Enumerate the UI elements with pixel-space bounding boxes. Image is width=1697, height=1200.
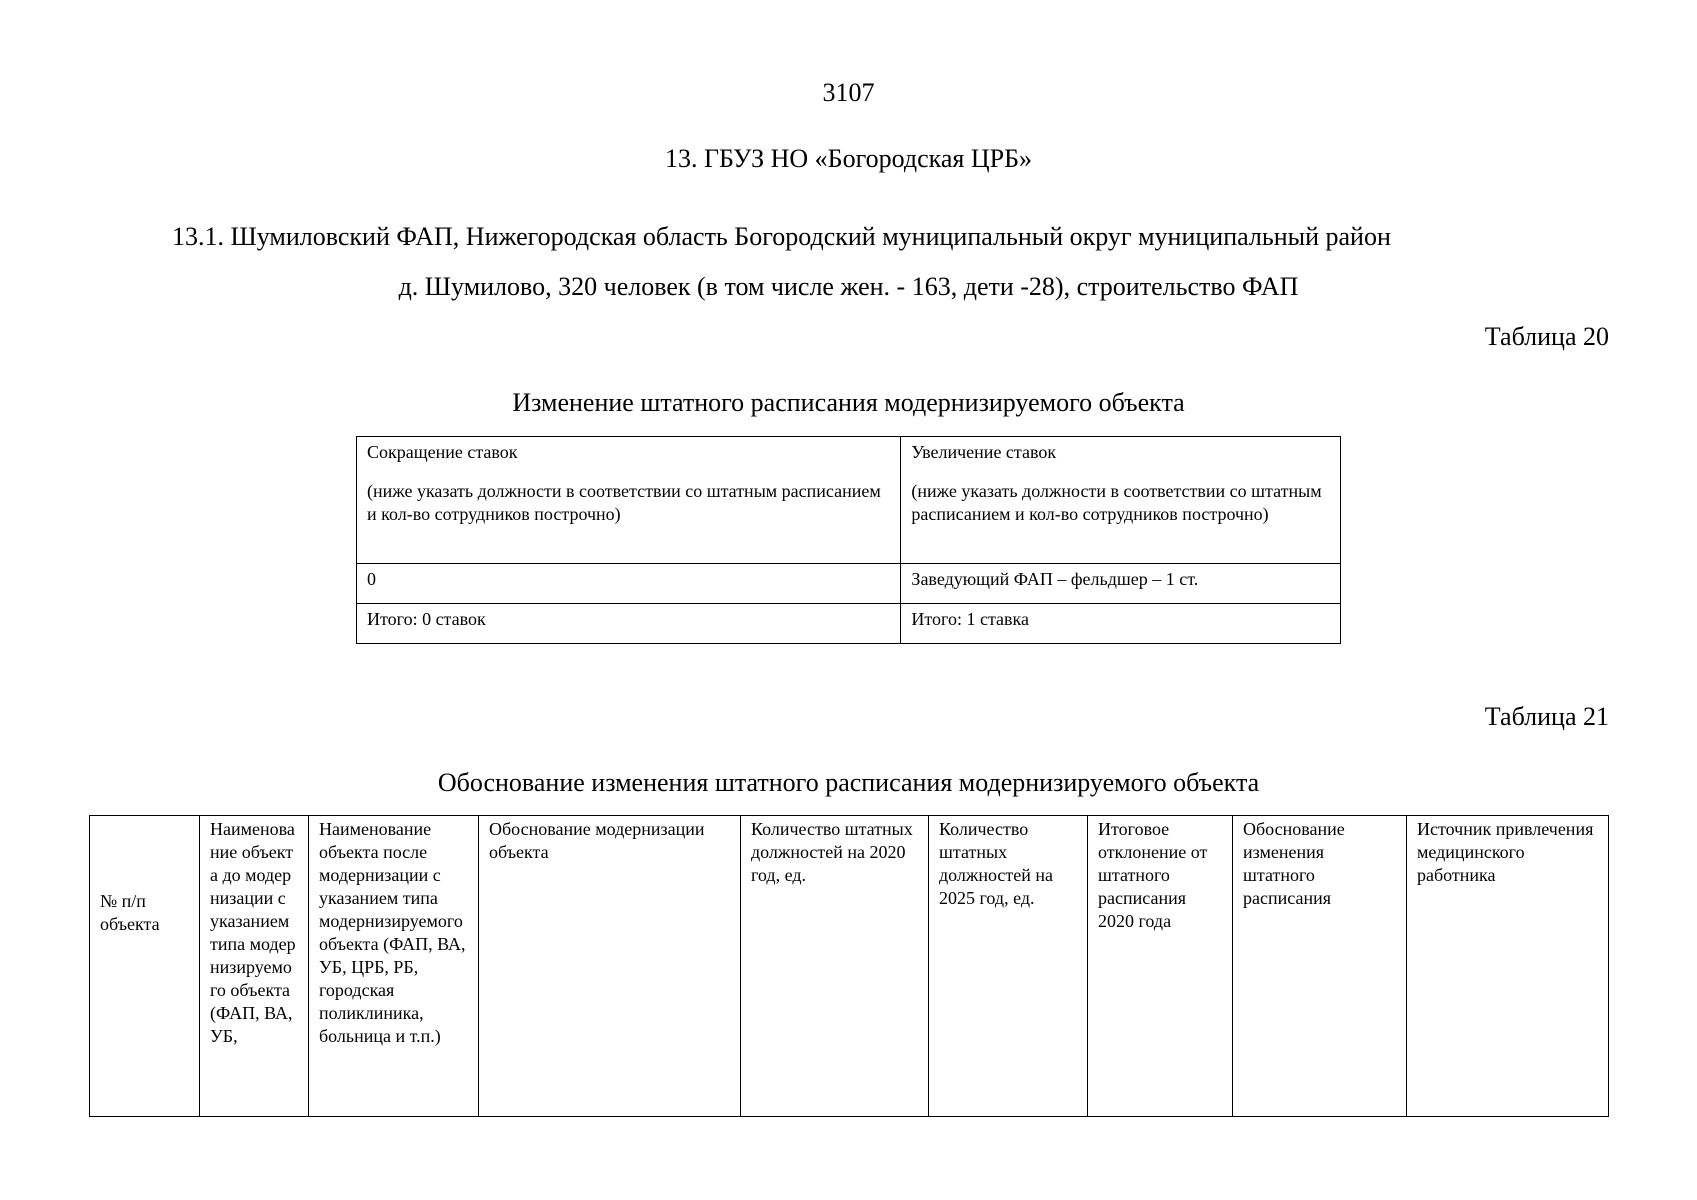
header-text: Источник привлечения медицинского работника xyxy=(1417,819,1594,885)
header-total-deviation xyxy=(1088,816,1233,1117)
header-positions-2025 xyxy=(929,816,1088,1117)
header-reduction-cell xyxy=(357,437,901,564)
header-increase-cell xyxy=(901,437,1341,564)
table-header-row xyxy=(90,816,1609,1117)
page-number: 3107 xyxy=(822,78,875,107)
table-21-title: Обоснование изменения штатного расписания модернизируемого объекта xyxy=(437,768,1260,797)
staffing-change-table xyxy=(356,436,1341,644)
increase-total-cell: Итого: 1 ставка xyxy=(901,604,1341,644)
table-21-label: Таблица 21 xyxy=(1484,702,1609,731)
table-20-title: Изменение штатного расписания модернизируемого объекта xyxy=(512,388,1185,417)
reduction-value-cell: 0 xyxy=(357,564,901,604)
header-object-after xyxy=(309,816,479,1117)
header-object-number xyxy=(90,816,200,1117)
header-text: Обоснование изменения штатного расписания xyxy=(1243,819,1345,908)
table-row xyxy=(357,564,1341,604)
header-object-before xyxy=(200,816,309,1117)
header-text: Итоговое отклонение от штатного расписания 2020 года xyxy=(1098,819,1208,931)
header-staffing-change-justification xyxy=(1233,816,1407,1117)
table-20-label: Таблица 20 xyxy=(1484,322,1609,351)
header-reduction-note: (ниже указать должности в соответствии со штатным расписанием и кол-во сотрудников построчно) xyxy=(367,481,881,524)
header-text: Количество штатных должностей на 2020 год, ед. xyxy=(751,819,913,885)
header-worker-source xyxy=(1407,816,1609,1117)
header-positions-2020 xyxy=(741,816,929,1117)
reduction-total-cell: Итого: 0 ставок xyxy=(357,604,901,644)
object-description-line-2: д. Шумилово, 320 человек (в том числе жен. - 163, дети -28), строительство ФАП xyxy=(398,272,1299,301)
header-modernization-justification xyxy=(479,816,741,1117)
header-text: Наименование объекта после модернизации с указанием типа модернизируемого объекта (ФАП, ВА, УБ, ЦРБ, РБ, городская поликлиника, больница и т.п.) xyxy=(319,819,466,1046)
header-increase-note: (ниже указать должности в соответствии со штатным расписанием и кол-во сотрудников построчно) xyxy=(911,481,1322,524)
increase-value-cell: Заведующий ФАП – фельдшер – 1 ст. xyxy=(901,564,1341,604)
header-text: Обоснование модернизации объекта xyxy=(489,819,705,862)
header-text: Наименование объекта до модернизации с указанием типа модернизируемого объекта (ФАП, ВА, УБ, xyxy=(210,819,296,1046)
table-row xyxy=(357,604,1341,644)
object-description-line-1: 13.1. Шумиловский ФАП, Нижегородская область Богородский муниципальный округ муниципальный район xyxy=(172,222,1391,251)
header-increase-title: Увеличение ставок xyxy=(911,442,1057,462)
header-reduction-title: Сокращение ставок xyxy=(367,442,518,462)
organization-heading: 13. ГБУЗ НО «Богородская ЦРБ» xyxy=(664,144,1033,173)
header-text: № п/п объекта xyxy=(100,891,160,934)
staffing-justification-table xyxy=(89,815,1609,1117)
header-text: Количество штатных должностей на 2025 год, ед. xyxy=(939,819,1054,908)
table-row xyxy=(357,437,1341,564)
